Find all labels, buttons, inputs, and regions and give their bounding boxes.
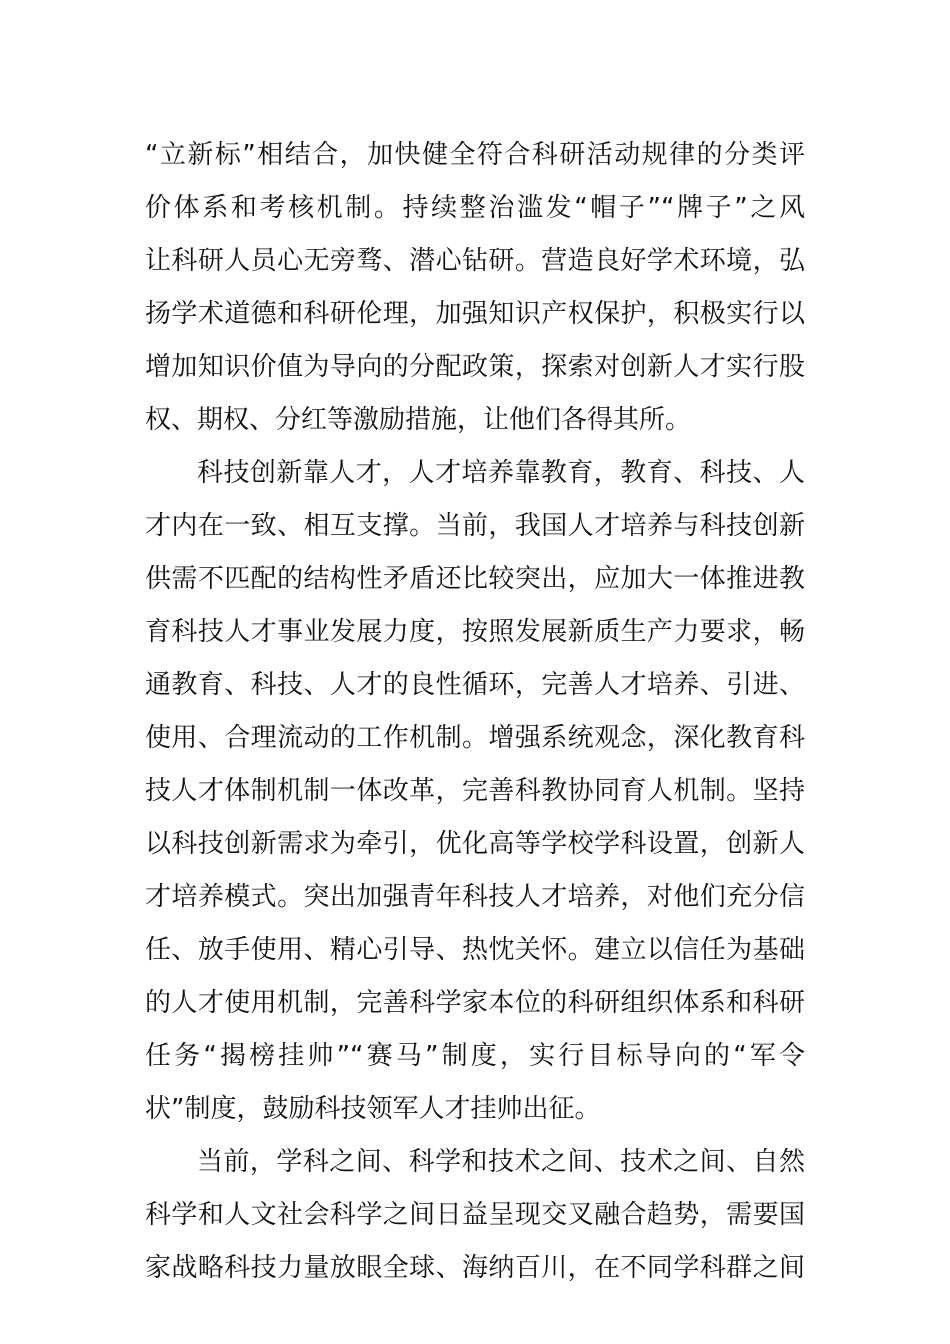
text-line: 家战略科技力量放眼全球、海纳百川，在不同学科群之间 [145,1253,805,1283]
text-line: “立新标”相结合，加快健全符合科研活动规律的分类评 [145,140,805,170]
text-line: 增加知识价值为导向的分配政策，探索对创新人才实行股 [145,352,805,382]
text-line: 让科研人员心无旁骛、潜心钻研。营造良好学术环境，弘 [145,246,805,276]
text-line: 任、放手使用、精心引导、热忱关怀。建立以信任为基础 [145,935,805,965]
text-line: 权、期权、分红等激励措施，让他们各得其所。 [145,405,692,435]
text-line: 供需不匹配的结构性矛盾还比较突出，应加大一体推进教 [145,564,805,594]
text-line: 价体系和考核机制。持续整治滥发“帽子”“牌子”之风 [145,193,805,223]
text-line: 当前，学科之间、科学和技术之间、技术之间、自然 [197,1147,805,1177]
text-line: 才内在一致、相互支撑。当前，我国人才培养与科技创新 [145,511,805,541]
text-line: 才培养模式。突出加强青年科技人才培养，对他们充分信 [145,882,805,912]
text-line: 通教育、科技、人才的良性循环，完善人才培养、引进、 [145,670,805,700]
text-line: 科学和人文社会科学之间日益呈现交叉融合趋势，需要国 [145,1200,805,1230]
text-line: 扬学术道德和科研伦理，加强知识产权保护，积极实行以 [145,299,805,329]
text-line: 任务“揭榜挂帅”“赛马”制度，实行目标导向的“军令 [145,1041,805,1071]
text-line: 育科技人才事业发展力度，按照发展新质生产力要求，畅 [145,617,805,647]
text-line: 使用、合理流动的工作机制。增强系统观念，深化教育科 [145,723,805,753]
text-line: 的人才使用机制，完善科学家本位的科研组织体系和科研 [145,988,805,1018]
text-line: 技人才体制机制一体改革，完善科教协同育人机制。坚持 [145,776,805,806]
text-line: 状”制度，鼓励科技领军人才挂帅出征。 [145,1094,601,1124]
text-line: 以科技创新需求为牵引，优化高等学校学科设置，创新人 [145,829,805,859]
text-line: 科技创新靠人才，人才培养靠教育，教育、科技、人 [197,458,805,488]
